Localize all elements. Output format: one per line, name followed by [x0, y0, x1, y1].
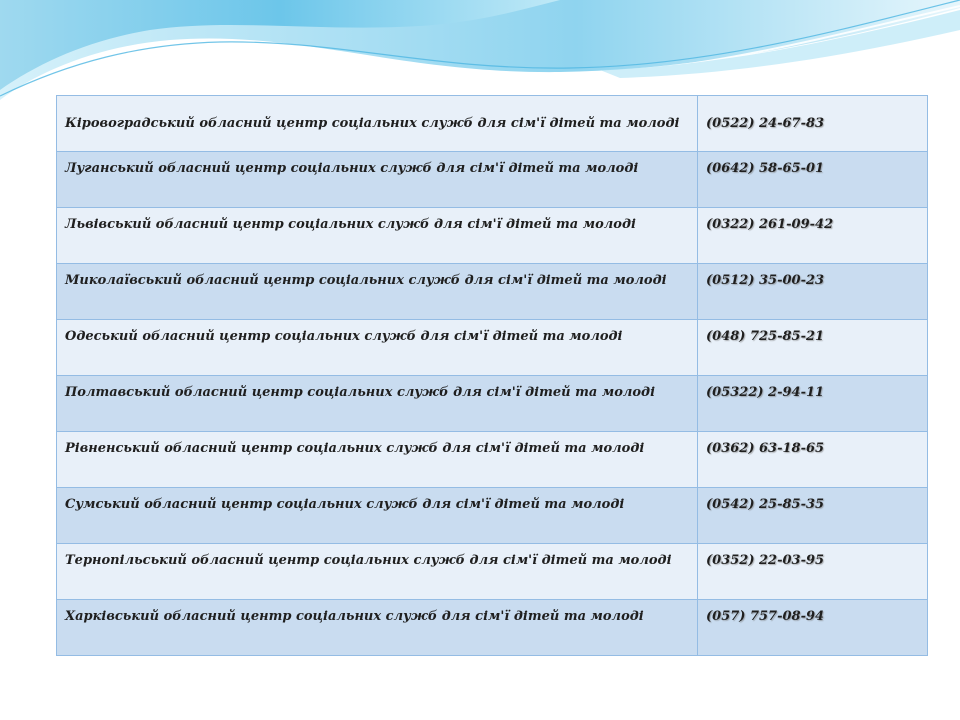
table-row — [57, 432, 928, 488]
table-row — [57, 152, 928, 208]
phone-number-cell: (0352) 22-03-95 — [698, 544, 928, 600]
table-row — [57, 96, 928, 152]
center-name-cell: Львівський обласний центр соціальних служб для сім'ї дітей та молоді — [57, 208, 698, 264]
center-name-cell: Луганський обласний центр соціальних служб для сім'ї дітей та молоді — [57, 152, 698, 208]
center-name-cell: Миколаївський обласний центр соціальних служб для сім'ї дітей та молоді — [57, 264, 698, 320]
table-row — [57, 208, 928, 264]
phone-number-cell: (0522) 24-67-83 — [698, 96, 928, 152]
center-name-cell: Харківський обласний центр соціальних служб для сім'ї дітей та молоді — [57, 600, 698, 656]
phone-number-cell: (0512) 35-00-23 — [698, 264, 928, 320]
phone-number-cell: (048) 725-85-21 — [698, 320, 928, 376]
center-name-cell: Кіровоградський обласний центр соціальних служб для сім'ї дітей та молоді — [57, 96, 698, 152]
phone-number-cell: (0362) 63-18-65 — [698, 432, 928, 488]
phone-number-cell: (0542) 25-85-35 — [698, 488, 928, 544]
phone-number-cell: (05322) 2-94-11 — [698, 376, 928, 432]
table-row — [57, 264, 928, 320]
table-body — [57, 96, 928, 656]
table-row — [57, 600, 928, 656]
center-name-cell: Одеський обласний центр соціальних служб для сім'ї дітей та молоді — [57, 320, 698, 376]
table-row — [57, 544, 928, 600]
table-row — [57, 376, 928, 432]
center-name-cell: Сумський обласний центр соціальних служб для сім'ї дітей та молоді — [57, 488, 698, 544]
table-row — [57, 320, 928, 376]
center-name-cell: Тернопільський обласний центр соціальних служб для сім'ї дітей та молоді — [57, 544, 698, 600]
phone-number-cell: (0642) 58-65-01 — [698, 152, 928, 208]
regional-centers-table — [56, 95, 928, 656]
phone-number-cell: (057) 757-08-94 — [698, 600, 928, 656]
center-name-cell: Полтавський обласний центр соціальних служб для сім'ї дітей та молоді — [57, 376, 698, 432]
table-row — [57, 488, 928, 544]
center-name-cell: Рівненський обласний центр соціальних служб для сім'ї дітей та молоді — [57, 432, 698, 488]
phone-number-cell: (0322) 261-09-42 — [698, 208, 928, 264]
